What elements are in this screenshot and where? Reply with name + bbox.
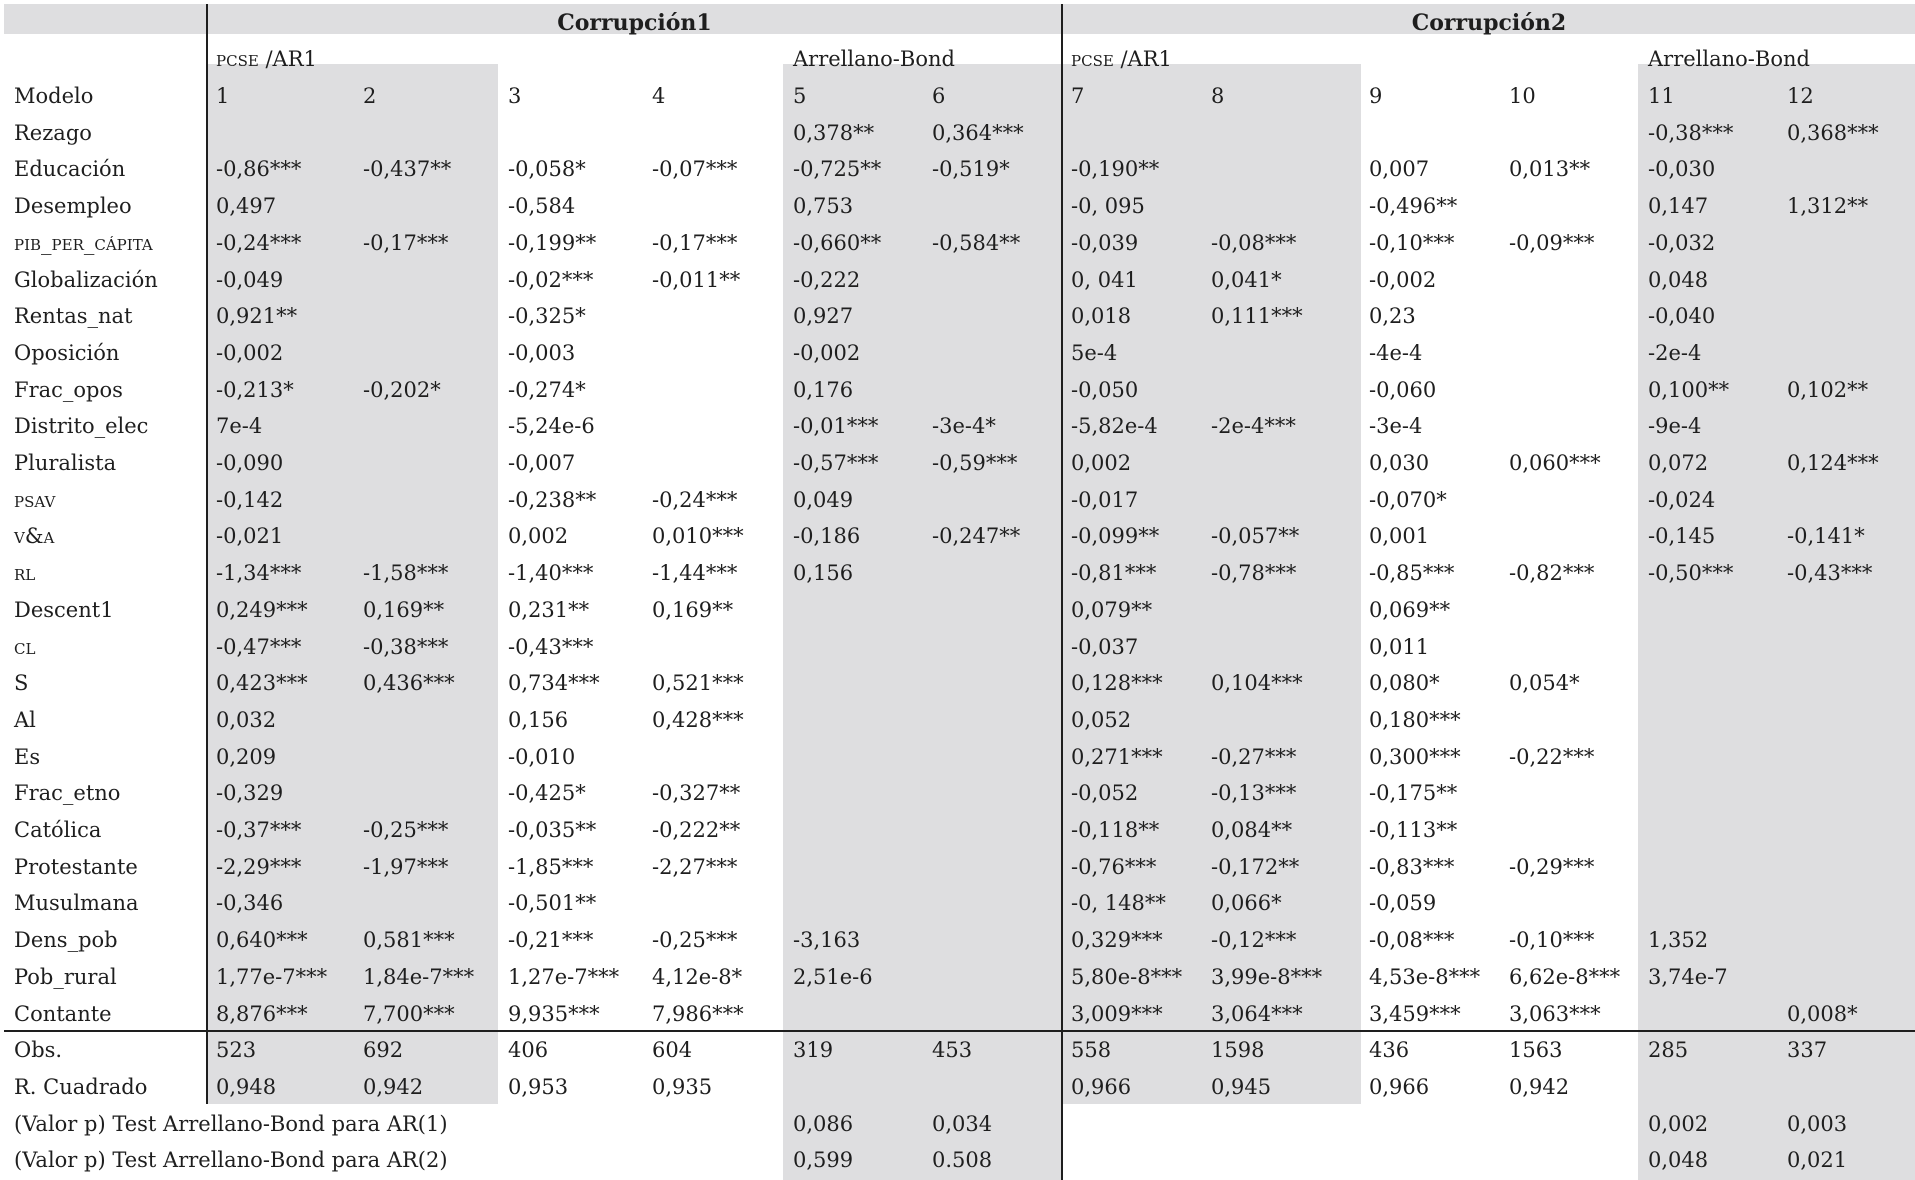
table-cell: -0,17*** <box>652 231 738 255</box>
table-cell: -0,238** <box>508 488 597 512</box>
stat-label: R. Cuadrado <box>14 1075 148 1099</box>
table-cell: 0,072 <box>1648 451 1709 475</box>
table-cell: -0,57*** <box>793 451 879 475</box>
table-cell: 0,102** <box>1787 378 1869 402</box>
table-cell: 0,018 <box>1071 304 1132 328</box>
table-cell: 8,876*** <box>216 1002 308 1026</box>
row-label: Desempleo <box>14 194 132 218</box>
table-cell: 0,011 <box>1369 635 1430 659</box>
row-label: Modelo <box>14 84 94 108</box>
table-cell: 3,459*** <box>1369 1002 1461 1026</box>
table-cell: -0,81*** <box>1071 561 1157 585</box>
table-cell: 6,62e-8*** <box>1509 965 1621 989</box>
row-label: cl <box>14 635 36 659</box>
stat-cell: 692 <box>363 1038 404 1062</box>
table-cell: -0,032 <box>1648 231 1716 255</box>
stat-cell: 0,034 <box>932 1112 993 1136</box>
table-cell: 0,156 <box>508 708 569 732</box>
table-cell: 0,231** <box>508 598 590 622</box>
stat-cell: 0,966 <box>1071 1075 1132 1099</box>
table-cell: 1,352 <box>1648 928 1709 952</box>
table-cell: 0,249*** <box>216 598 308 622</box>
table-cell: -0,010 <box>508 745 576 769</box>
table-cell: -0,660** <box>793 231 882 255</box>
table-cell: -0,050 <box>1071 378 1139 402</box>
table-cell: 0,169** <box>363 598 445 622</box>
stat-cell: 0,942 <box>1509 1075 1570 1099</box>
table-cell: -0,060 <box>1369 378 1437 402</box>
table-cell: 0,100** <box>1648 378 1730 402</box>
table-cell: 1,27e-7*** <box>508 965 620 989</box>
stat-cell: 0,003 <box>1787 1112 1848 1136</box>
table-cell: -0,222** <box>652 818 741 842</box>
table-cell: -0,37*** <box>216 818 302 842</box>
table-cell: -0,186 <box>793 524 861 548</box>
row-label: Al <box>14 708 36 732</box>
table-cell: 0,032 <box>216 708 277 732</box>
table-cell: 0,128*** <box>1071 671 1163 695</box>
stat-cell: 0,966 <box>1369 1075 1430 1099</box>
table-cell: 2,51e-6 <box>793 965 873 989</box>
table-cell: 0,001 <box>1369 524 1430 548</box>
table-cell: 0,054* <box>1509 671 1580 695</box>
table-cell: -0,202* <box>363 378 441 402</box>
model-number: 11 <box>1648 84 1675 108</box>
row-label: Dens_pob <box>14 928 118 952</box>
table-cell: -5,24e-6 <box>508 414 595 438</box>
table-cell: -0,002 <box>216 341 284 365</box>
stat-cell: 0,945 <box>1211 1075 1272 1099</box>
table-cell: -0,10*** <box>1369 231 1455 255</box>
row-label: rl <box>14 561 36 585</box>
table-cell: -0,247** <box>932 524 1021 548</box>
table-cell: 4,12e-8* <box>652 965 743 989</box>
subheader-arrellano-bond-right: Arrellano-Bond <box>1648 47 1810 71</box>
table-cell: 0,209 <box>216 745 277 769</box>
table-cell: 1,77e-7*** <box>216 965 328 989</box>
stat-cell: 0,021 <box>1787 1148 1848 1172</box>
table-cell: 0,521*** <box>652 671 744 695</box>
table-cell: 0,010*** <box>652 524 744 548</box>
table-cell: 0,002 <box>1071 451 1132 475</box>
model-number: 6 <box>932 84 946 108</box>
model-number: 5 <box>793 84 807 108</box>
table-cell: -0,496** <box>1369 194 1458 218</box>
table-cell: -0,222 <box>793 268 861 292</box>
row-label: Descent1 <box>14 598 114 622</box>
table-cell: 4,53e-8*** <box>1369 965 1481 989</box>
table-cell: -0,325* <box>508 304 586 328</box>
table-cell: -0,09*** <box>1509 231 1595 255</box>
table-cell: 0,060*** <box>1509 451 1601 475</box>
table-cell: -0,21*** <box>508 928 594 952</box>
table-cell: 3,063*** <box>1509 1002 1601 1026</box>
table-cell: -0,099** <box>1071 524 1160 548</box>
stat-cell: 453 <box>932 1038 973 1062</box>
vertical-rule-left <box>206 4 208 1104</box>
table-cell: -0,145 <box>1648 524 1716 548</box>
stat-cell: 319 <box>793 1038 834 1062</box>
table-cell: -1,97*** <box>363 855 449 879</box>
table-cell: -0,327** <box>652 781 741 805</box>
vertical-rule-middle <box>1061 4 1063 1180</box>
table-cell: 0,002 <box>508 524 569 548</box>
table-cell: -5,82e-4 <box>1071 414 1158 438</box>
table-cell: -1,40*** <box>508 561 594 585</box>
table-cell: -0,175** <box>1369 781 1458 805</box>
table-cell: -0,017 <box>1071 488 1139 512</box>
table-cell: -0,052 <box>1071 781 1139 805</box>
table-cell: -0,43*** <box>1787 561 1873 585</box>
table-cell: -0,037 <box>1071 635 1139 659</box>
table-cell: -0,011** <box>652 268 741 292</box>
table-cell: -0,08*** <box>1211 231 1297 255</box>
table-cell: -3e-4* <box>932 414 996 438</box>
table-cell: -0,172** <box>1211 855 1300 879</box>
row-label: Es <box>14 745 41 769</box>
table-cell: -0,43*** <box>508 635 594 659</box>
stat-cell: 285 <box>1648 1038 1689 1062</box>
table-cell: -0,08*** <box>1369 928 1455 952</box>
table-cell: 0,080* <box>1369 671 1440 695</box>
row-label: Frac_etno <box>14 781 121 805</box>
table-cell: 5e-4 <box>1071 341 1118 365</box>
stat-cell: 337 <box>1787 1038 1828 1062</box>
row-label: Contante <box>14 1002 112 1026</box>
table-cell: 0,378** <box>793 121 875 145</box>
model-number: 7 <box>1071 84 1085 108</box>
row-label: Rezago <box>14 121 92 145</box>
table-cell: -9e-4 <box>1648 414 1702 438</box>
table-cell: -0,057** <box>1211 524 1300 548</box>
stat-cell: 604 <box>652 1038 693 1062</box>
stat-cell: 406 <box>508 1038 549 1062</box>
table-cell: 0, 041 <box>1071 268 1138 292</box>
row-label: psav <box>14 488 56 512</box>
stat-cell: 0,002 <box>1648 1112 1709 1136</box>
table-cell: -0,040 <box>1648 304 1716 328</box>
table-cell: 7,700*** <box>363 1002 455 1026</box>
table-cell: 0,147 <box>1648 194 1709 218</box>
table-cell: -1,34*** <box>216 561 302 585</box>
table-cell: 0,497 <box>216 194 277 218</box>
table-cell: -0,50*** <box>1648 561 1734 585</box>
table-cell: -0,329 <box>216 781 284 805</box>
row-label: Distrito_elec <box>14 414 149 438</box>
table-cell: -0,274* <box>508 378 586 402</box>
table-cell: 0,921** <box>216 304 298 328</box>
table-cell: -0,17*** <box>363 231 449 255</box>
table-cell: -0,141* <box>1787 524 1865 548</box>
table-cell: -2,29*** <box>216 855 302 879</box>
model-number: 3 <box>508 84 522 108</box>
stat-cell: 1563 <box>1509 1038 1563 1062</box>
row-label: Oposición <box>14 341 120 365</box>
table-cell: -0,584 <box>508 194 576 218</box>
table-cell: 0,734*** <box>508 671 600 695</box>
table-cell: -0,519* <box>932 157 1010 181</box>
table-cell: -0,12*** <box>1211 928 1297 952</box>
table-cell: -0,007 <box>508 451 576 475</box>
row-label: pib_per_cápita <box>14 231 153 255</box>
subheader-arrellano-bond-left: Arrellano-Bond <box>793 47 955 71</box>
table-cell: -0,003 <box>508 341 576 365</box>
table-cell: 0,368*** <box>1787 121 1879 145</box>
table-cell: -0,86*** <box>216 157 302 181</box>
table-cell: 0,030 <box>1369 451 1430 475</box>
table-cell: -0,002 <box>793 341 861 365</box>
stat-cell: 0.508 <box>932 1148 993 1172</box>
table-cell: -0,190** <box>1071 157 1160 181</box>
table-cell: 0,169** <box>652 598 734 622</box>
table-cell: -0,76*** <box>1071 855 1157 879</box>
table-cell: 0,013** <box>1509 157 1591 181</box>
table-cell: 0,300*** <box>1369 745 1461 769</box>
table-cell: -0,049 <box>216 268 284 292</box>
stat-cell: 0,086 <box>793 1112 854 1136</box>
stat-cell: 0,953 <box>508 1075 569 1099</box>
table-cell: -0,13*** <box>1211 781 1297 805</box>
row-label: Pob_rural <box>14 965 117 989</box>
table-cell: -0,142 <box>216 488 284 512</box>
table-cell: 0,104*** <box>1211 671 1303 695</box>
stat-label: (Valor p) Test Arrellano-Bond para AR(2) <box>14 1148 448 1172</box>
table-cell: -0,030 <box>1648 157 1716 181</box>
table-cell: -0,501** <box>508 891 597 915</box>
stat-label: Obs. <box>14 1038 63 1062</box>
table-cell: -0,78*** <box>1211 561 1297 585</box>
table-cell: -0,002 <box>1369 268 1437 292</box>
model-number: 10 <box>1509 84 1536 108</box>
table-cell: -0,199** <box>508 231 597 255</box>
table-cell: 0,048 <box>1648 268 1709 292</box>
table-cell: -0,058* <box>508 157 586 181</box>
table-cell: 1,84e-7*** <box>363 965 475 989</box>
table-cell: -0,22*** <box>1509 745 1595 769</box>
stat-label: (Valor p) Test Arrellano-Bond para AR(1) <box>14 1112 448 1136</box>
group-header-corrupcion1: Corrupción1 <box>557 10 712 36</box>
stat-cell: 523 <box>216 1038 257 1062</box>
table-cell: -0,02*** <box>508 268 594 292</box>
row-label: Musulmana <box>14 891 139 915</box>
table-cell: 0,124*** <box>1787 451 1879 475</box>
table-cell: 0,007 <box>1369 157 1430 181</box>
table-cell: 3,99e-8*** <box>1211 965 1323 989</box>
table-cell: -0,29*** <box>1509 855 1595 879</box>
model-number: 8 <box>1211 84 1225 108</box>
row-label: Rentas_nat <box>14 304 133 328</box>
row-label: Frac_opos <box>14 378 123 402</box>
table-cell: -2,27*** <box>652 855 738 879</box>
table-cell: -0,024 <box>1648 488 1716 512</box>
table-cell: 3,74e-7 <box>1648 965 1728 989</box>
stat-cell: 0,048 <box>1648 1148 1709 1172</box>
table-cell: -0,346 <box>216 891 284 915</box>
stat-cell: 0,942 <box>363 1075 424 1099</box>
table-cell: -0,090 <box>216 451 284 475</box>
table-cell: 0,156 <box>793 561 854 585</box>
table-cell: 0,23 <box>1369 304 1416 328</box>
table-cell: 0,069** <box>1369 598 1451 622</box>
subheader-pcse-ar1-right: pcse /AR1 <box>1071 47 1172 71</box>
table-cell: -0,059 <box>1369 891 1437 915</box>
table-cell: -0,82*** <box>1509 561 1595 585</box>
table-cell: -0,25*** <box>363 818 449 842</box>
table-cell: 0,008* <box>1787 1002 1858 1026</box>
group-header-corrupcion2: Corrupción2 <box>1411 10 1567 36</box>
table-cell: 0,581*** <box>363 928 455 952</box>
table-cell: 0,329*** <box>1071 928 1163 952</box>
table-cell: 0,111*** <box>1211 304 1303 328</box>
table-cell: -4e-4 <box>1369 341 1423 365</box>
table-cell: 7e-4 <box>216 414 263 438</box>
stat-cell: 436 <box>1369 1038 1410 1062</box>
stat-cell: 1598 <box>1211 1038 1265 1062</box>
table-cell: -3e-4 <box>1369 414 1423 438</box>
table-cell: 0,436*** <box>363 671 455 695</box>
table-cell: -0,437** <box>363 157 452 181</box>
table-cell: -0,10*** <box>1509 928 1595 952</box>
table-cell: -0,725** <box>793 157 882 181</box>
table-cell: -0,425* <box>508 781 586 805</box>
table-cell: 0,052 <box>1071 708 1132 732</box>
table-cell: -0,213* <box>216 378 294 402</box>
table-cell: 0,176 <box>793 378 854 402</box>
table-cell: 0,364*** <box>932 121 1024 145</box>
row-label: Pluralista <box>14 451 117 475</box>
row-label: Educación <box>14 157 126 181</box>
stat-cell: 0,599 <box>793 1148 854 1172</box>
row-label: v&a <box>14 524 55 548</box>
table-cell: -0,584** <box>932 231 1021 255</box>
model-number: 2 <box>363 84 377 108</box>
table-cell: 0,423*** <box>216 671 308 695</box>
table-cell: -0,113** <box>1369 818 1458 842</box>
table-cell: -0,85*** <box>1369 561 1455 585</box>
table-cell: -0,83*** <box>1369 855 1455 879</box>
table-cell: 0,180*** <box>1369 708 1461 732</box>
row-label: S <box>14 671 29 695</box>
table-cell: -0, 095 <box>1071 194 1145 218</box>
table-cell: 0,084** <box>1211 818 1293 842</box>
table-cell: -0,035** <box>508 818 597 842</box>
table-cell: -1,85*** <box>508 855 594 879</box>
table-cell: 0,753 <box>793 194 854 218</box>
table-cell: 0,927 <box>793 304 854 328</box>
table-cell: -0,25*** <box>652 928 738 952</box>
table-cell: 7,986*** <box>652 1002 744 1026</box>
table-cell: 0,079** <box>1071 598 1153 622</box>
row-label: Católica <box>14 818 102 842</box>
model-number: 9 <box>1369 84 1383 108</box>
table-cell: 3,009*** <box>1071 1002 1163 1026</box>
table-cell: -2e-4 <box>1648 341 1702 365</box>
row-label: Globalización <box>14 268 158 292</box>
model-number: 1 <box>216 84 230 108</box>
model-number: 12 <box>1787 84 1814 108</box>
table-cell: 0,271*** <box>1071 745 1163 769</box>
table-cell: -0,38*** <box>1648 121 1734 145</box>
table-cell: -0, 148** <box>1071 891 1166 915</box>
table-cell: 0,049 <box>793 488 854 512</box>
stat-cell: 558 <box>1071 1038 1112 1062</box>
table-cell: 5,80e-8*** <box>1071 965 1183 989</box>
table-cell: -0,039 <box>1071 231 1139 255</box>
table-cell: -0,021 <box>216 524 284 548</box>
table-cell: -0,070* <box>1369 488 1447 512</box>
table-cell: -0,01*** <box>793 414 879 438</box>
table-cell: 3,064*** <box>1211 1002 1303 1026</box>
table-cell: -0,118** <box>1071 818 1160 842</box>
table-cell: -1,44*** <box>652 561 738 585</box>
table-cell: 1,312** <box>1787 194 1869 218</box>
table-cell: -3,163 <box>793 928 861 952</box>
table-cell: 0,428*** <box>652 708 744 732</box>
row-label: Protestante <box>14 855 138 879</box>
model-number: 4 <box>652 84 666 108</box>
subheader-pcse-ar1-left: pcse /AR1 <box>216 47 317 71</box>
table-cell: -2e-4*** <box>1211 414 1296 438</box>
table-cell: 0,066* <box>1211 891 1282 915</box>
stat-cell: 0,948 <box>216 1075 277 1099</box>
table-cell: -0,24*** <box>652 488 738 512</box>
table-cell: 0,041* <box>1211 268 1282 292</box>
table-cell: -0,59*** <box>932 451 1018 475</box>
stat-cell: 0,935 <box>652 1075 713 1099</box>
table-cell: 0,640*** <box>216 928 308 952</box>
table-cell: -1,58*** <box>363 561 449 585</box>
table-cell: -0,47*** <box>216 635 302 659</box>
table-cell: -0,07*** <box>652 157 738 181</box>
table-cell: -0,24*** <box>216 231 302 255</box>
table-cell: 9,935*** <box>508 1002 600 1026</box>
table-cell: -0,38*** <box>363 635 449 659</box>
table-cell: -0,27*** <box>1211 745 1297 769</box>
